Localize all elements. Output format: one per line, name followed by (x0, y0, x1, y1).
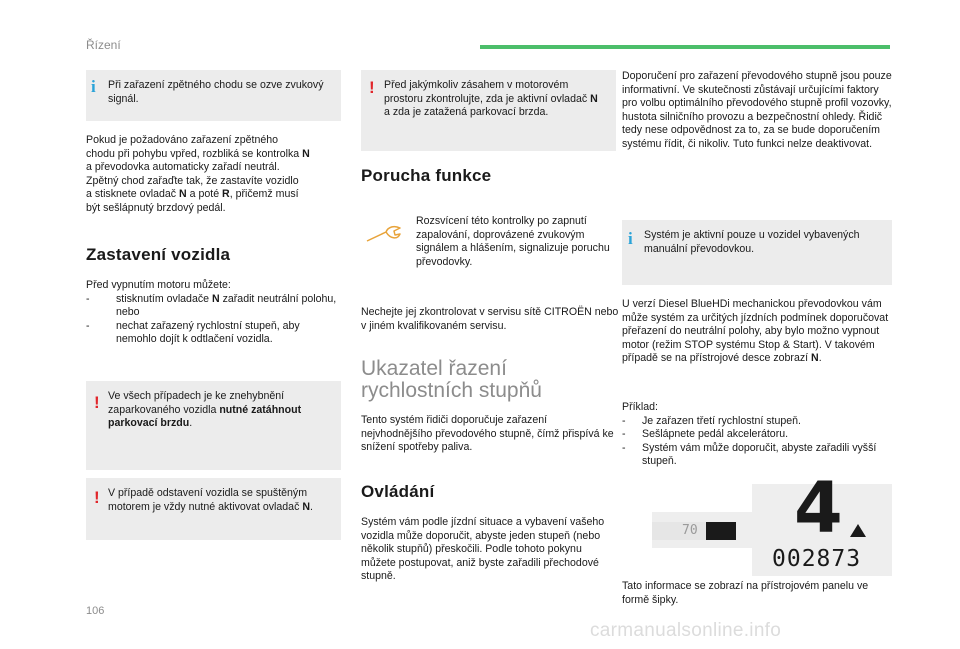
list-item: - Sešlápnete pedál akcelerátoru. (622, 428, 789, 441)
warning-engine-compartment: ! Před jakýmkoliv zásahem v motorovém prostoru zkontrolujte, zda je aktivní ovladač N a zda je zatažená parkovací brzda. (361, 70, 616, 151)
warning-icon: ! (94, 393, 100, 412)
list-item: - Je zařazen třetí rychlostní stupeň. (622, 414, 801, 427)
up-arrow-icon (850, 524, 866, 537)
info-note-text: Při zařazení zpětného chodu se ozve zvukový signál. (108, 79, 324, 105)
warning-engine-running: ! V případě odstavení vozidla se spuštěným motorem je vždy nutné aktivovat ovladač N. (86, 478, 341, 540)
info-note-manual: i Systém je aktivní pouze u vozidel vybavených manuální převodovkou. (622, 220, 892, 285)
display-small-value: 70 (682, 523, 698, 538)
service-text: Nechejte jej zkontrolovat v servisu sítě CITROËN nebo v jiném kvalifikovaném servisu. (361, 306, 619, 332)
info-icon: i (628, 229, 633, 248)
odometer-reading: 002873 (772, 546, 862, 572)
display-small-bar (652, 522, 736, 540)
gsi-text: Tento systém řidiči doporučuje zařazení nejvhodnějšího převodového stupně, čímž přispívá ke snížení spotřeby paliva. (361, 414, 614, 454)
list-item: - nechat zařazený rychlostní stupeň, aby nemohlo dojít k odtlačení vozidla. (86, 319, 300, 346)
watermark: carmanualsonline.info (590, 620, 782, 641)
malfunction-text: Rozsvícení této kontrolky po zapnutí zapalování, doprovázené zvukovým signálem a hlášením, signalizuje poruchu převodovky. (416, 215, 610, 268)
heading-gear-shift-indicator: Ukazatel řazení rychlostních stupňů (361, 357, 542, 402)
section-title: Řízení (86, 38, 121, 52)
wrench-icon (364, 224, 404, 244)
warning-icon: ! (369, 78, 375, 97)
section-accent-bar (480, 45, 890, 49)
heading-malfunction: Porucha funkce (361, 166, 492, 185)
page-number: 106 (86, 605, 105, 617)
list-item: - Systém vám může doporučit, abyste zařadili vyšší stupeň. (622, 441, 877, 468)
stopping-list: Před vypnutím motoru můžete: - stisknutím ovladače N zařadit neutrální polohu, nebo - nechat zařazený rychlostní stupeň, aby nemohlo dojít k odtlačení vozidla. (86, 279, 341, 347)
heading-operation: Ovládání (361, 482, 435, 501)
list-item: - stisknutím ovladače N zařadit neutrální polohu, (86, 292, 337, 305)
gear-digit: 4 (794, 467, 843, 549)
info-note-reverse (86, 70, 341, 121)
reverse-paragraph: Pokud je požadováno zařazení zpětného chodu při pohybu vpřed, rozbliká se kontrolka N a převodovka automaticky zařadí neutrál. Zpětný chod zařaďte tak, že zastavíte vozidlo a stisknete ovladač N a poté R, přičemž musí být sešlápnutý brzdový pedál. (86, 134, 310, 214)
recommendation-paragraph: Doporučení pro zařazení převodového stupně jsou pouze informativní. Ve skutečnosti zůstávají určujícími faktory pro volbu optimálního převodového stupně profil vozovky, hustota silničního provozu a bezpečnostní ohledy. Řidič tedy nese odpovědnost za to, za se bude doporučením systému řídit, či nikoliv. Tuto funkci nelze deaktivovat. (622, 70, 892, 150)
diesel-paragraph: U verzí Diesel BlueHDi mechanickou převodovkou vám může systém za určitých jízdních podmínek doporučovat přeřazení do neutrální polohy, aby bylo možno vypnout motor (režim STOP systému Stop & Start). V takovém případě se na přístrojové desce zobrazí N. (622, 298, 889, 365)
heading-stopping-vehicle: Zastavení vozidla (86, 245, 231, 264)
example-block: Příklad: - Je zařazen třetí rychlostní stupeň. - Sešlápnete pedál akcelerátoru. - Systém vám může doporučit, abyste zařadili vyšší stupeň. (622, 401, 892, 469)
warning-parking-brake: ! Ve všech případech je ke znehybnění zaparkovaného vozidla nutné zatáhnout parkovací brzdu. (86, 381, 341, 470)
warning-icon: ! (94, 488, 100, 507)
info-icon: i (91, 77, 96, 96)
operation-text: Systém vám podle jízdní situace a vybavení vašeho vozidla může doporučit, abyste jeden stupeň (nebo několik stupňů) přeskočili. Podle tohoto pokynu můžete postupovat, aniž byste zařadili přechodové stupně. (361, 516, 605, 583)
instrument-panel-display (652, 467, 892, 576)
display-caption: Tato informace se zobrazí na přístrojovém panelu ve formě šipky. (622, 580, 869, 606)
